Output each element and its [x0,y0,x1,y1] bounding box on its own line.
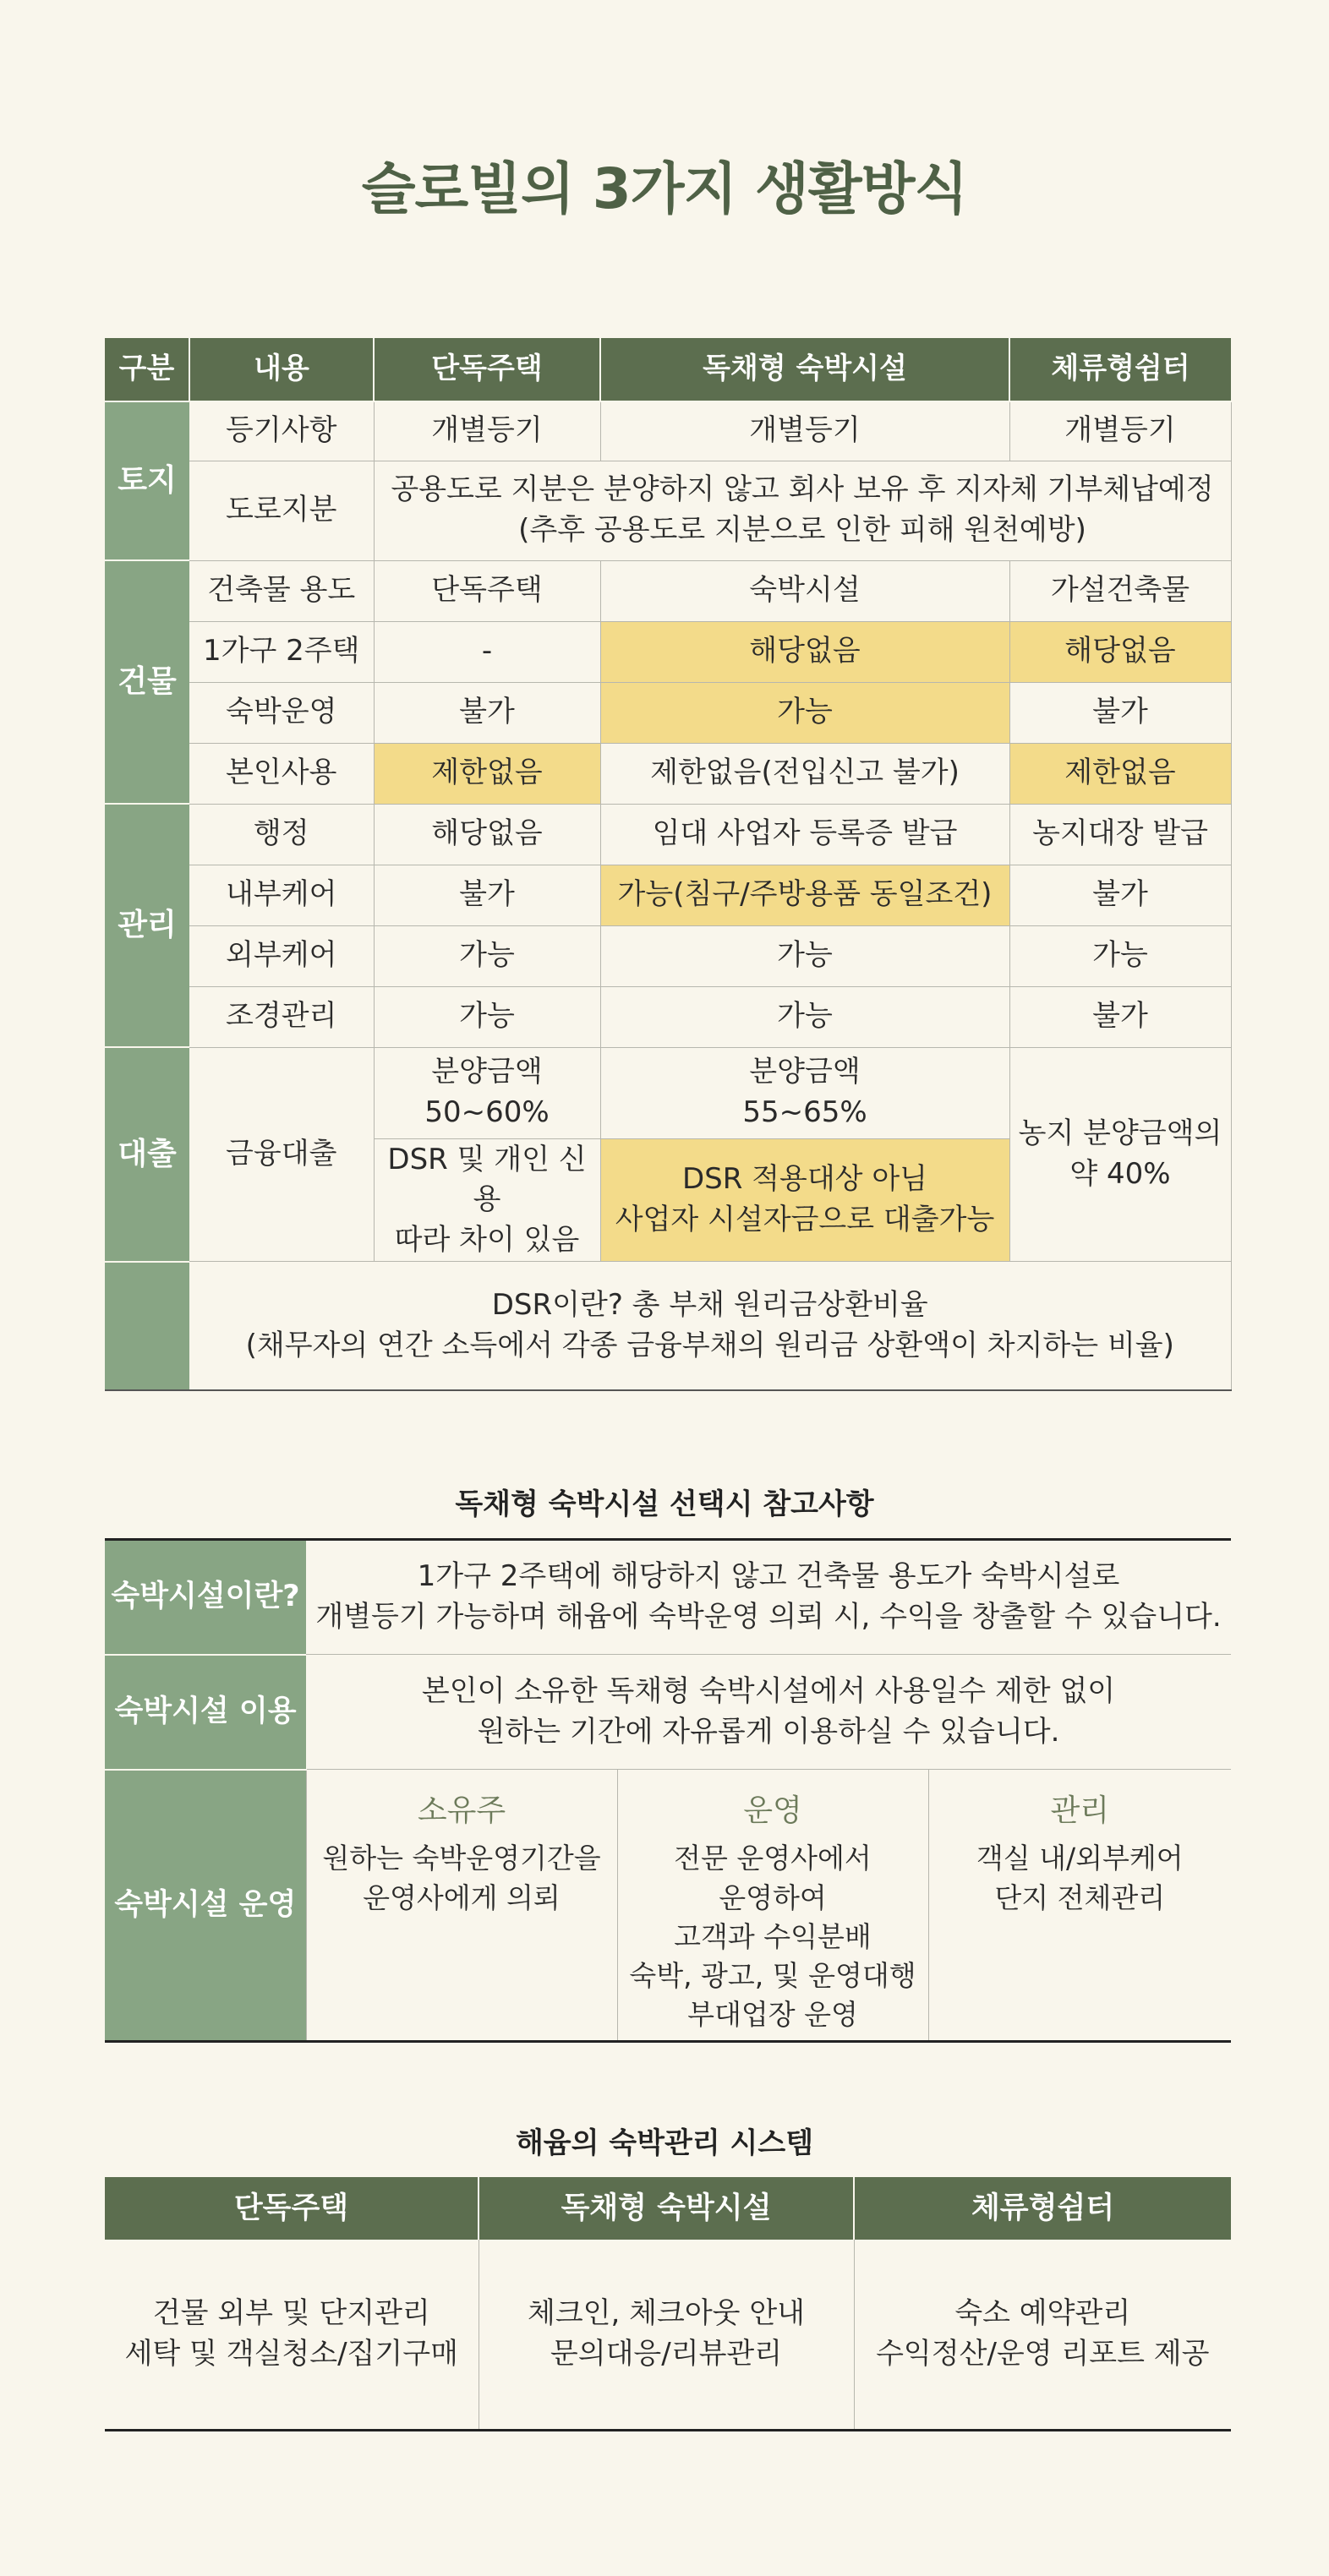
lodging-dsr-line1: DSR 적용대상 아님 [681,1162,928,1197]
cell-house: 해당없음 [374,804,600,865]
operator-head: 운영 [743,1793,802,1828]
row-label: 1가구 2주택 [189,621,374,682]
lodging-dsr-line2: 사업자 시설자금으로 대출가능 [615,1202,995,1236]
house-loan-line2: 50~60% [424,1095,550,1129]
cell-shelter: 개별등기 [1009,401,1231,461]
operation-owner [306,1770,617,2042]
cell-lodging: 개별등기 [600,401,1009,461]
group-land: 토지 [105,401,189,560]
system-house-line1: 건물 외부 및 단지관리 [152,2296,430,2331]
operation-label: 숙박시설 운영 [105,1770,306,2042]
dsr-note [189,1262,1231,1390]
header-content: 내용 [189,338,374,401]
cell-shelter: 불가 [1009,682,1231,743]
house-dsr-line2: 따라 차이 있음 [394,1222,580,1257]
road-share-line2: (추후 공용도로 지분으로 인한 피해 원천예방) [518,513,1086,547]
operation-manage [928,1770,1231,2042]
table-row [105,804,1231,865]
cell-shelter: 불가 [1009,865,1231,925]
group-empty [105,1262,189,1390]
system-lodging [479,2240,854,2431]
what-is-line1: 1가구 2주택에 해당하지 않고 건축물 용도가 숙박시설로 [417,1559,1120,1594]
cell-merged [374,461,1231,560]
manage-line2: 단지 전체관리 [994,1880,1166,1914]
row-label: 등기사항 [189,401,374,461]
cell-shelter: 가능 [1009,925,1231,986]
cell-lodging-dsr [600,1138,1009,1262]
cell-shelter: 가설건축물 [1009,560,1231,621]
usage-line2: 원하는 기간에 자유롭게 이용하실 수 있습니다. [477,1714,1060,1749]
owner-head: 소유주 [417,1793,506,1828]
cell-shelter: 농지대장 발급 [1009,804,1231,865]
row-label: 건축물 용도 [189,560,374,621]
table-row [105,2240,1231,2431]
table-row [105,743,1231,804]
house-dsr-line1: DSR 및 개인 신용 [387,1142,587,1217]
system-shelter-line1: 숙소 예약관리 [954,2296,1131,2331]
house-loan-line1: 분양금액 [431,1055,543,1089]
system-shelter [854,2240,1231,2431]
table-row [105,1540,1231,1655]
row-label: 숙박운영 [189,682,374,743]
row-label: 도로지분 [189,461,374,560]
road-share-line1: 공용도로 지분은 분양하지 않고 회사 보유 후 지자체 기부체납예정 [391,472,1214,507]
table-row [105,560,1231,621]
row-label: 조경관리 [189,986,374,1047]
operation-operator [617,1770,928,2042]
table-row [105,621,1231,682]
reference-table [105,1538,1231,2043]
what-is-line2: 개별등기 가능하며 해윰에 숙박운영 의뢰 시, 수익을 창출할 수 있습니다. [315,1600,1222,1634]
system-house-line2: 세탁 및 객실청소/집기구매 [124,2337,458,2371]
page-title: 슬로빌의 3가지 생활방식 [361,156,968,221]
cell-shelter: 제한없음 [1009,743,1231,804]
operator-line2: 운영하여 [719,1880,827,1914]
system-table [105,2177,1231,2431]
cell-lodging: 가능 [600,925,1009,986]
cell-house: 가능 [374,925,600,986]
cell-house-dsr [374,1138,600,1262]
cell-shelter: 불가 [1009,986,1231,1047]
group-building: 건물 [105,560,189,804]
table-row [105,1047,1231,1138]
cell-shelter [1009,1047,1231,1262]
manage-head: 관리 [1050,1793,1110,1828]
row-label: 내부케어 [189,865,374,925]
lodging-loan-line1: 분양금액 [749,1055,861,1089]
dsr-note-line1: DSR이란? 총 부채 원리금상환비율 [491,1287,928,1322]
table-row [105,865,1231,925]
cell-house: 가능 [374,986,600,1047]
system-lodging-line2: 문의대응/리뷰관리 [550,2337,783,2371]
shelter-loan-line2: 약 40% [1069,1156,1171,1191]
header-category: 구분 [105,338,189,401]
system-heading: 해윰의 숙박관리 시스템 [515,2126,814,2160]
cell-lodging: 숙박시설 [600,560,1009,621]
cell-lodging: 가능 [600,986,1009,1047]
system-header-row [105,2177,1231,2240]
shelter-loan-line1: 농지 분양금액의 [1018,1116,1222,1151]
group-management: 관리 [105,804,189,1047]
header-shelter: 체류형쉼터 [1009,338,1231,401]
usage-text [306,1655,1231,1770]
system-header-house: 단독주택 [105,2177,479,2240]
table-row [105,1655,1231,1770]
owner-line1: 원하는 숙박운영기간을 [322,1842,601,1875]
cell-lodging [600,1047,1009,1138]
cell-house: 단독주택 [374,560,600,621]
group-loan: 대출 [105,1047,189,1262]
cell-house [374,1047,600,1138]
header-lodging: 독채형 숙박시설 [600,338,1009,401]
operator-line5: 부대업장 운영 [687,1998,858,2032]
operator-line4: 숙박, 광고, 및 운영대행 [629,1958,916,1992]
row-label: 금융대출 [189,1047,374,1262]
table-row [105,986,1231,1047]
table-row [105,925,1231,986]
usage-line1: 본인이 소유한 독채형 숙박시설에서 사용일수 제한 없이 [421,1673,1116,1708]
table-row [105,682,1231,743]
system-house [105,2240,479,2431]
cell-house: 불가 [374,682,600,743]
row-label: 본인사용 [189,743,374,804]
cell-lodging: 해당없음 [600,621,1009,682]
table-row [105,461,1231,560]
comparison-table [105,338,1232,1391]
cell-house: 불가 [374,865,600,925]
table-row [105,1770,1231,2042]
manage-line1: 객실 내/외부케어 [976,1842,1184,1875]
system-shelter-line2: 수익정산/운영 리포트 제공 [876,2337,1210,2371]
row-label: 외부케어 [189,925,374,986]
owner-line2: 운영사에게 의뢰 [363,1880,561,1914]
system-header-lodging: 독채형 숙박시설 [479,2177,854,2240]
system-lodging-line1: 체크인, 체크아웃 안내 [527,2296,806,2331]
cell-lodging: 가능 [600,682,1009,743]
system-header-shelter: 체류형쉼터 [854,2177,1231,2240]
cell-house: - [374,621,600,682]
usage-label: 숙박시설 이용 [105,1655,306,1770]
comparison-header-row [105,338,1231,401]
cell-house: 개별등기 [374,401,600,461]
cell-shelter: 해당없음 [1009,621,1231,682]
dsr-note-line2: (채무자의 연간 소득에서 각종 금융부채의 원리금 상환액이 차지하는 비율) [245,1328,1174,1362]
operator-line3: 고객과 수익분배 [674,1919,872,1953]
cell-house: 제한없음 [374,743,600,804]
row-label: 행정 [189,804,374,865]
reference-heading: 독채형 숙박시설 선택시 참고사항 [455,1487,874,1521]
what-is-label: 숙박시설이란? [105,1540,306,1655]
what-is-text [306,1540,1231,1655]
header-house: 단독주택 [374,338,600,401]
table-row [105,401,1231,461]
cell-lodging: 제한없음(전입신고 불가) [600,743,1009,804]
lodging-loan-line2: 55~65% [742,1095,867,1129]
cell-lodging: 임대 사업자 등록증 발급 [600,804,1009,865]
cell-lodging: 가능(침구/주방용품 동일조건) [600,865,1009,925]
operator-line1: 전문 운영사에서 [674,1842,872,1875]
table-row [105,1262,1231,1390]
